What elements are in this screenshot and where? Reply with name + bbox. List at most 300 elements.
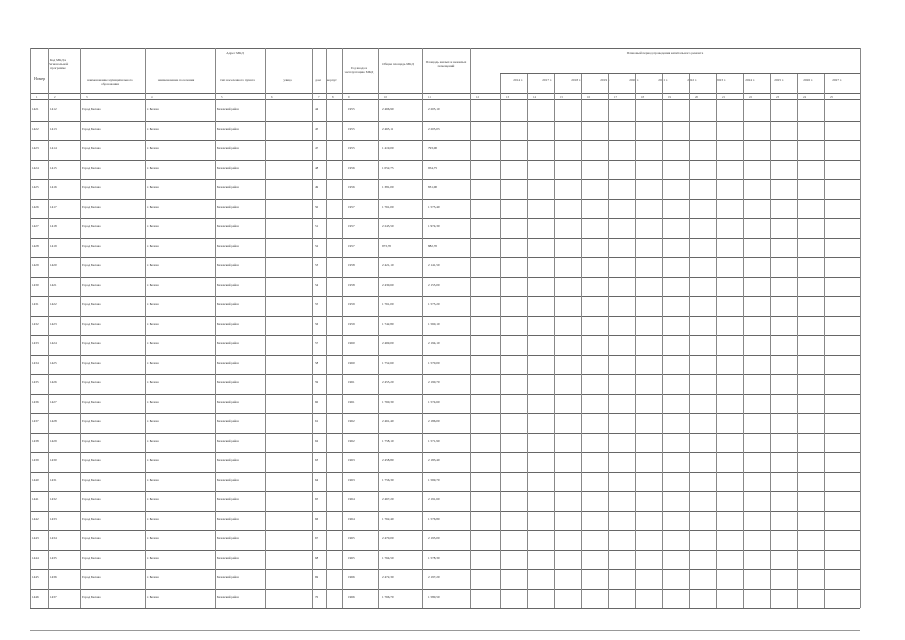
column-line xyxy=(422,48,423,608)
document-sheet xyxy=(30,48,860,608)
row-area-living: 1 575,40 xyxy=(428,204,440,209)
row-code: 1413 xyxy=(50,126,57,131)
row-settlement: г. Белово xyxy=(147,575,160,579)
row-number: 1422 xyxy=(32,126,39,131)
row-number: 1439 xyxy=(32,458,39,462)
row-divider xyxy=(30,569,860,570)
column-line xyxy=(824,73,825,608)
row-district: Беловский район xyxy=(217,282,239,287)
row-district: Беловский район xyxy=(217,243,239,248)
row-number: 1442 xyxy=(32,516,39,521)
row-number: 1430 xyxy=(32,282,39,287)
row-area: 1 764,50 xyxy=(382,555,394,560)
column-line xyxy=(265,48,266,608)
row-house: 47 xyxy=(315,146,319,150)
row-municipality: Город Белово xyxy=(82,594,101,599)
header-number: Номер xyxy=(34,76,46,81)
row-area-living: 1 571,90 xyxy=(428,438,440,443)
row-municipality: Город Белово xyxy=(82,321,101,326)
row-divider xyxy=(30,199,860,200)
row-district: Беловский район xyxy=(217,360,239,365)
row-district: Беловский район xyxy=(217,185,239,189)
row-divider xyxy=(30,160,860,161)
row-number: 1423 xyxy=(32,146,39,150)
row-area-living: 2 191,60 xyxy=(428,497,440,501)
row-settlement: г. Белово xyxy=(147,126,160,131)
row-district: Беловский район xyxy=(217,126,239,131)
row-year: 1964 xyxy=(348,516,355,521)
header-area-living: Площадь жилых и нежилых помещений xyxy=(425,60,467,68)
column-number-2: 2 xyxy=(54,94,56,99)
row-code: 1415 xyxy=(50,165,57,170)
column-number-8: 8 xyxy=(332,94,334,99)
row-year: 1965 xyxy=(348,555,355,560)
row-settlement: г. Белово xyxy=(147,341,160,345)
row-year: 1966 xyxy=(348,594,355,599)
header-year-2: 2018 г. xyxy=(571,78,581,82)
header-building: корпус xyxy=(327,78,337,82)
row-area-living: 1 974,30 xyxy=(428,224,440,228)
row-divider xyxy=(30,394,860,395)
column-number-4: 4 xyxy=(151,94,153,99)
row-number: 1435 xyxy=(32,380,39,384)
row-municipality: Город Белово xyxy=(82,458,101,462)
row-settlement: г. Белово xyxy=(147,107,160,111)
row-settlement: г. Белово xyxy=(147,594,160,599)
row-area-living: 2 190,70 xyxy=(428,380,440,384)
row-code: 1430 xyxy=(50,458,57,462)
row-area-living: 1 575,20 xyxy=(428,302,440,306)
header-year-8: 2024 г. xyxy=(745,78,755,82)
row-settlement: г. Белово xyxy=(147,536,160,540)
header-bottom-border xyxy=(30,93,860,94)
header-year-4: 2020 г. xyxy=(629,78,639,82)
header-reg-number: Код МКД в Региональной программе xyxy=(48,58,69,70)
row-municipality: Город Белово xyxy=(82,477,101,482)
row-year: 1957 xyxy=(348,224,355,228)
row-area-living: 1 578,30 xyxy=(428,555,440,560)
row-code: 1418 xyxy=(50,224,57,228)
column-number-14: 14 xyxy=(533,94,536,99)
row-settlement: г. Белово xyxy=(147,243,160,248)
row-municipality: Город Белово xyxy=(82,126,101,131)
header-area: Общая площадь МКД xyxy=(382,62,414,66)
row-area: 1 758,10 xyxy=(382,438,394,443)
row-area: 2 461,40 xyxy=(382,419,394,423)
column-line xyxy=(743,73,744,608)
column-number-19: 19 xyxy=(668,94,671,99)
row-area: 2 472,30 xyxy=(382,575,394,579)
header-year: Год ввода в эксплуатацию МКД xyxy=(344,66,374,74)
row-year: 1959 xyxy=(348,321,355,326)
row-year: 1956 xyxy=(348,165,355,170)
header-year-1: 2017 г. xyxy=(542,78,552,82)
header-year-6: 2022 г. xyxy=(687,78,697,82)
row-number: 1433 xyxy=(32,341,39,345)
row-divider xyxy=(30,374,860,375)
row-area: 1 419,00 xyxy=(382,146,394,150)
row-area: 2 470,00 xyxy=(382,536,394,540)
row-divider xyxy=(30,608,860,609)
row-divider xyxy=(30,413,860,414)
row-code: 1425 xyxy=(50,360,57,365)
row-divider xyxy=(30,140,860,141)
row-year: 1955 xyxy=(348,126,355,131)
header-year-11: 2027 г. xyxy=(832,78,842,82)
row-house: 53 xyxy=(315,263,319,267)
row-divider xyxy=(30,257,860,258)
row-number: 1445 xyxy=(32,575,39,579)
row-area-living: 2 186,00 xyxy=(428,419,440,423)
row-area: 2 421,10 xyxy=(382,263,394,267)
column-line xyxy=(860,48,861,608)
header-address-group: Адрес МКД xyxy=(226,51,244,55)
row-area: 2 430,60 xyxy=(382,282,394,287)
row-code: 1424 xyxy=(50,341,57,345)
planned-group-divider xyxy=(500,73,860,74)
row-number: 1426 xyxy=(32,204,39,209)
row-code: 1436 xyxy=(50,575,57,579)
row-number: 1436 xyxy=(32,399,39,404)
row-municipality: Город Белово xyxy=(82,516,101,521)
row-number: 1438 xyxy=(32,438,39,443)
row-area: 1 052,75 xyxy=(382,165,394,170)
row-year: 1961 xyxy=(348,399,355,404)
row-number: 1427 xyxy=(32,224,39,228)
row-municipality: Город Белово xyxy=(82,282,101,287)
row-area: 2 465,11 xyxy=(382,126,394,131)
column-number-22: 22 xyxy=(749,94,752,99)
row-year: 1958 xyxy=(348,282,355,287)
row-municipality: Город Белово xyxy=(82,575,101,579)
row-area: 1 742,80 xyxy=(382,321,394,326)
row-house: 55 xyxy=(315,302,319,306)
column-line xyxy=(80,48,81,608)
column-numbers-border xyxy=(30,99,860,100)
row-settlement: г. Белово xyxy=(147,185,160,189)
row-divider xyxy=(30,355,860,356)
column-number-24: 24 xyxy=(803,94,806,99)
column-line xyxy=(215,48,216,608)
row-settlement: г. Белово xyxy=(147,516,160,521)
row-settlement: г. Белово xyxy=(147,497,160,501)
column-number-5: 5 xyxy=(221,94,223,99)
row-number: 1431 xyxy=(32,302,39,306)
row-year: 1961 xyxy=(348,380,355,384)
row-municipality: Город Белово xyxy=(82,360,101,365)
page-bottom-rule xyxy=(30,630,860,631)
row-house: 70 xyxy=(315,594,319,599)
row-year: 1956 xyxy=(348,185,355,189)
column-number-10: 10 xyxy=(384,94,387,99)
header-settlement: наименование поселения xyxy=(157,78,195,82)
row-area: 1 761,00 xyxy=(382,204,394,209)
column-line xyxy=(635,73,636,608)
row-year: 1955 xyxy=(348,146,355,150)
row-municipality: Город Белово xyxy=(82,243,101,248)
row-area: 1 381,00 xyxy=(382,185,394,189)
row-area: 973,70 xyxy=(382,243,392,248)
column-number-20: 20 xyxy=(695,94,698,99)
column-line xyxy=(716,73,717,608)
row-municipality: Город Белово xyxy=(82,185,101,189)
row-number: 1443 xyxy=(32,536,39,540)
row-year: 1963 xyxy=(348,477,355,482)
row-house: 57 xyxy=(315,341,319,345)
row-area-living: 1 574,60 xyxy=(428,399,440,404)
row-year: 1957 xyxy=(348,204,355,209)
row-code: 1434 xyxy=(50,536,57,540)
row-year: 1966 xyxy=(348,575,355,579)
row-house: 44 xyxy=(315,107,319,111)
row-district: Беловский район xyxy=(217,594,239,599)
row-number: 1440 xyxy=(32,477,39,482)
row-area: 1 761,00 xyxy=(382,302,394,306)
column-line xyxy=(527,73,528,608)
row-code: 1420 xyxy=(50,263,57,267)
header-year-9: 2025 г. xyxy=(774,78,784,82)
row-divider xyxy=(30,316,860,317)
header-municipality: наименование муниципального образования xyxy=(87,78,133,86)
row-settlement: г. Белово xyxy=(147,419,160,423)
row-number: 1424 xyxy=(32,165,39,170)
row-area: 2 466,90 xyxy=(382,107,394,111)
row-house: 63 xyxy=(315,458,319,462)
row-district: Беловский район xyxy=(217,224,239,228)
column-number-13: 13 xyxy=(506,94,509,99)
header-settlement-type: тип населенного пункта xyxy=(220,78,255,82)
column-line xyxy=(326,48,327,608)
row-number: 1432 xyxy=(32,321,39,326)
row-code: 1431 xyxy=(50,477,57,482)
row-code: 1414 xyxy=(50,146,57,150)
row-area-living: 1 576,80 xyxy=(428,516,440,521)
row-municipality: Город Белово xyxy=(82,536,101,540)
column-number-9: 9 xyxy=(348,94,350,99)
column-line xyxy=(48,48,49,608)
column-line xyxy=(689,73,690,608)
header-year-0: 2014 г. xyxy=(513,78,523,82)
row-divider xyxy=(30,550,860,551)
row-area-living: 2 141,50 xyxy=(428,263,440,267)
row-area: 2 458,80 xyxy=(382,458,394,462)
column-number-3: 3 xyxy=(86,94,88,99)
row-house: 49 xyxy=(315,185,319,189)
row-district: Беловский район xyxy=(217,555,239,560)
row-area: 2 245,50 xyxy=(382,224,394,228)
row-area-living: 2 205,03 xyxy=(428,126,440,131)
column-line xyxy=(312,48,313,608)
column-number-18: 18 xyxy=(641,94,644,99)
row-code: 1412 xyxy=(50,107,57,111)
row-house: 67 xyxy=(315,536,319,540)
row-area-living: 2 195,00 xyxy=(428,536,440,540)
header-year-10: 2026 г. xyxy=(803,78,813,82)
row-settlement: г. Белово xyxy=(147,204,160,209)
column-number-21: 21 xyxy=(722,94,725,99)
row-area: 1 762,40 xyxy=(382,516,394,521)
column-number-25: 25 xyxy=(830,94,833,99)
row-divider xyxy=(30,472,860,473)
column-number-16: 16 xyxy=(587,94,590,99)
row-area: 2 467,20 xyxy=(382,497,394,501)
row-divider xyxy=(30,277,860,278)
row-divider xyxy=(30,589,860,590)
row-divider xyxy=(30,335,860,336)
row-house: 61 xyxy=(315,419,319,423)
row-settlement: г. Белово xyxy=(147,263,160,267)
row-divider xyxy=(30,179,860,180)
header-year-5: 2021 г. xyxy=(658,78,668,82)
column-line xyxy=(500,73,501,608)
row-district: Беловский район xyxy=(217,516,239,521)
row-code: 1419 xyxy=(50,243,57,248)
column-number-17: 17 xyxy=(614,94,617,99)
row-number: 1444 xyxy=(32,555,39,560)
column-number-1: 1 xyxy=(36,94,38,99)
row-area-living: 1 570,00 xyxy=(428,360,440,365)
row-district: Беловский район xyxy=(217,146,239,150)
row-municipality: Город Белово xyxy=(82,497,101,501)
header-year-3: 2019 г. xyxy=(600,78,610,82)
row-code: 1421 xyxy=(50,282,57,287)
row-house: 52 xyxy=(315,243,319,248)
row-district: Беловский район xyxy=(217,204,239,209)
row-municipality: Город Белово xyxy=(82,165,101,170)
row-district: Беловский район xyxy=(217,477,239,482)
row-house: 51 xyxy=(315,224,319,228)
row-district: Беловский район xyxy=(217,380,239,384)
row-area-living: 882,70 xyxy=(428,243,438,248)
column-line xyxy=(581,73,582,608)
row-settlement: г. Белово xyxy=(147,399,160,404)
column-line xyxy=(30,48,31,608)
row-municipality: Город Белово xyxy=(82,107,101,111)
column-number-15: 15 xyxy=(560,94,563,99)
row-code: 1435 xyxy=(50,555,57,560)
row-settlement: г. Белово xyxy=(147,555,160,560)
row-code: 1432 xyxy=(50,497,57,501)
row-house: 60 xyxy=(315,399,319,404)
row-municipality: Город Белово xyxy=(82,263,101,267)
row-area: 1 766,70 xyxy=(382,594,394,599)
row-divider xyxy=(30,530,860,531)
row-year: 1960 xyxy=(348,360,355,365)
column-number-7: 7 xyxy=(318,94,320,99)
table-top-border xyxy=(30,48,860,49)
column-line xyxy=(770,73,771,608)
row-code: 1426 xyxy=(50,380,57,384)
row-district: Беловский район xyxy=(217,419,239,423)
row-municipality: Город Белово xyxy=(82,302,101,306)
row-district: Беловский район xyxy=(217,458,239,462)
row-code: 1437 xyxy=(50,594,57,599)
row-year: 1962 xyxy=(348,419,355,423)
row-district: Беловский район xyxy=(217,263,239,267)
row-area-living: 2 183,40 xyxy=(428,458,440,462)
row-area: 1 756,30 xyxy=(382,477,394,482)
row-district: Беловский район xyxy=(217,399,239,404)
row-area-living: 2 197,20 xyxy=(428,575,440,579)
row-house: 45 xyxy=(315,126,319,131)
row-number: 1428 xyxy=(32,243,39,248)
row-area: 2 455,20 xyxy=(382,380,394,384)
column-line xyxy=(470,48,471,608)
row-district: Беловский район xyxy=(217,341,239,345)
row-area: 2 469,00 xyxy=(382,341,394,345)
row-house: 54 xyxy=(315,282,319,287)
column-number-6: 6 xyxy=(271,94,273,99)
row-year: 1957 xyxy=(348,243,355,248)
row-code: 1428 xyxy=(50,419,57,423)
row-area: 1 752,60 xyxy=(382,360,394,365)
row-number: 1429 xyxy=(32,263,39,267)
row-year: 1965 xyxy=(348,536,355,540)
column-line xyxy=(662,73,663,608)
header-planned-group: Плановый период проведения капитального ремонта xyxy=(626,51,704,55)
row-number: 1441 xyxy=(32,497,39,501)
row-settlement: г. Белово xyxy=(147,360,160,365)
row-municipality: Город Белово xyxy=(82,146,101,150)
row-district: Беловский район xyxy=(217,536,239,540)
row-area-living: 1 580,50 xyxy=(428,594,440,599)
header-year-7: 2023 г. xyxy=(716,78,726,82)
row-house: 68 xyxy=(315,555,319,560)
row-code: 1417 xyxy=(50,204,57,209)
row-municipality: Город Белово xyxy=(82,419,101,423)
row-divider xyxy=(30,452,860,453)
row-district: Беловский район xyxy=(217,497,239,501)
row-district: Беловский район xyxy=(217,107,239,111)
row-year: 1962 xyxy=(348,438,355,443)
row-divider xyxy=(30,296,860,297)
row-area-living: 1 569,70 xyxy=(428,477,440,482)
row-settlement: г. Белово xyxy=(147,438,160,443)
row-house: 59 xyxy=(315,380,319,384)
row-house: 48 xyxy=(315,165,319,170)
row-house: 69 xyxy=(315,575,319,579)
row-area-living: 954,75 xyxy=(428,165,438,170)
row-municipality: Город Белово xyxy=(82,224,101,228)
row-district: Беловский район xyxy=(217,321,239,326)
row-area-living: 1 560,10 xyxy=(428,321,440,326)
column-line xyxy=(342,48,343,608)
row-area-living: 831,00 xyxy=(428,185,438,189)
row-number: 1421 xyxy=(32,107,39,111)
header-house: дом xyxy=(315,78,321,82)
row-area: 1 760,30 xyxy=(382,399,394,404)
row-year: 1955 xyxy=(348,107,355,111)
row-municipality: Город Белово xyxy=(82,555,101,560)
row-divider xyxy=(30,121,860,122)
row-code: 1423 xyxy=(50,321,57,326)
row-settlement: г. Белово xyxy=(147,321,160,326)
column-number-23: 23 xyxy=(776,94,779,99)
row-settlement: г. Белово xyxy=(147,302,160,306)
row-municipality: Город Белово xyxy=(82,380,101,384)
row-divider xyxy=(30,491,860,492)
header-street: улица xyxy=(283,78,292,82)
row-house: 56 xyxy=(315,321,319,326)
column-line xyxy=(797,73,798,608)
row-area-living: 793,00 xyxy=(428,146,438,150)
row-municipality: Город Белово xyxy=(82,204,101,209)
column-line xyxy=(378,48,379,608)
row-district: Беловский район xyxy=(217,438,239,443)
row-municipality: Город Белово xyxy=(82,438,101,443)
row-divider xyxy=(30,511,860,512)
row-code: 1427 xyxy=(50,399,57,404)
